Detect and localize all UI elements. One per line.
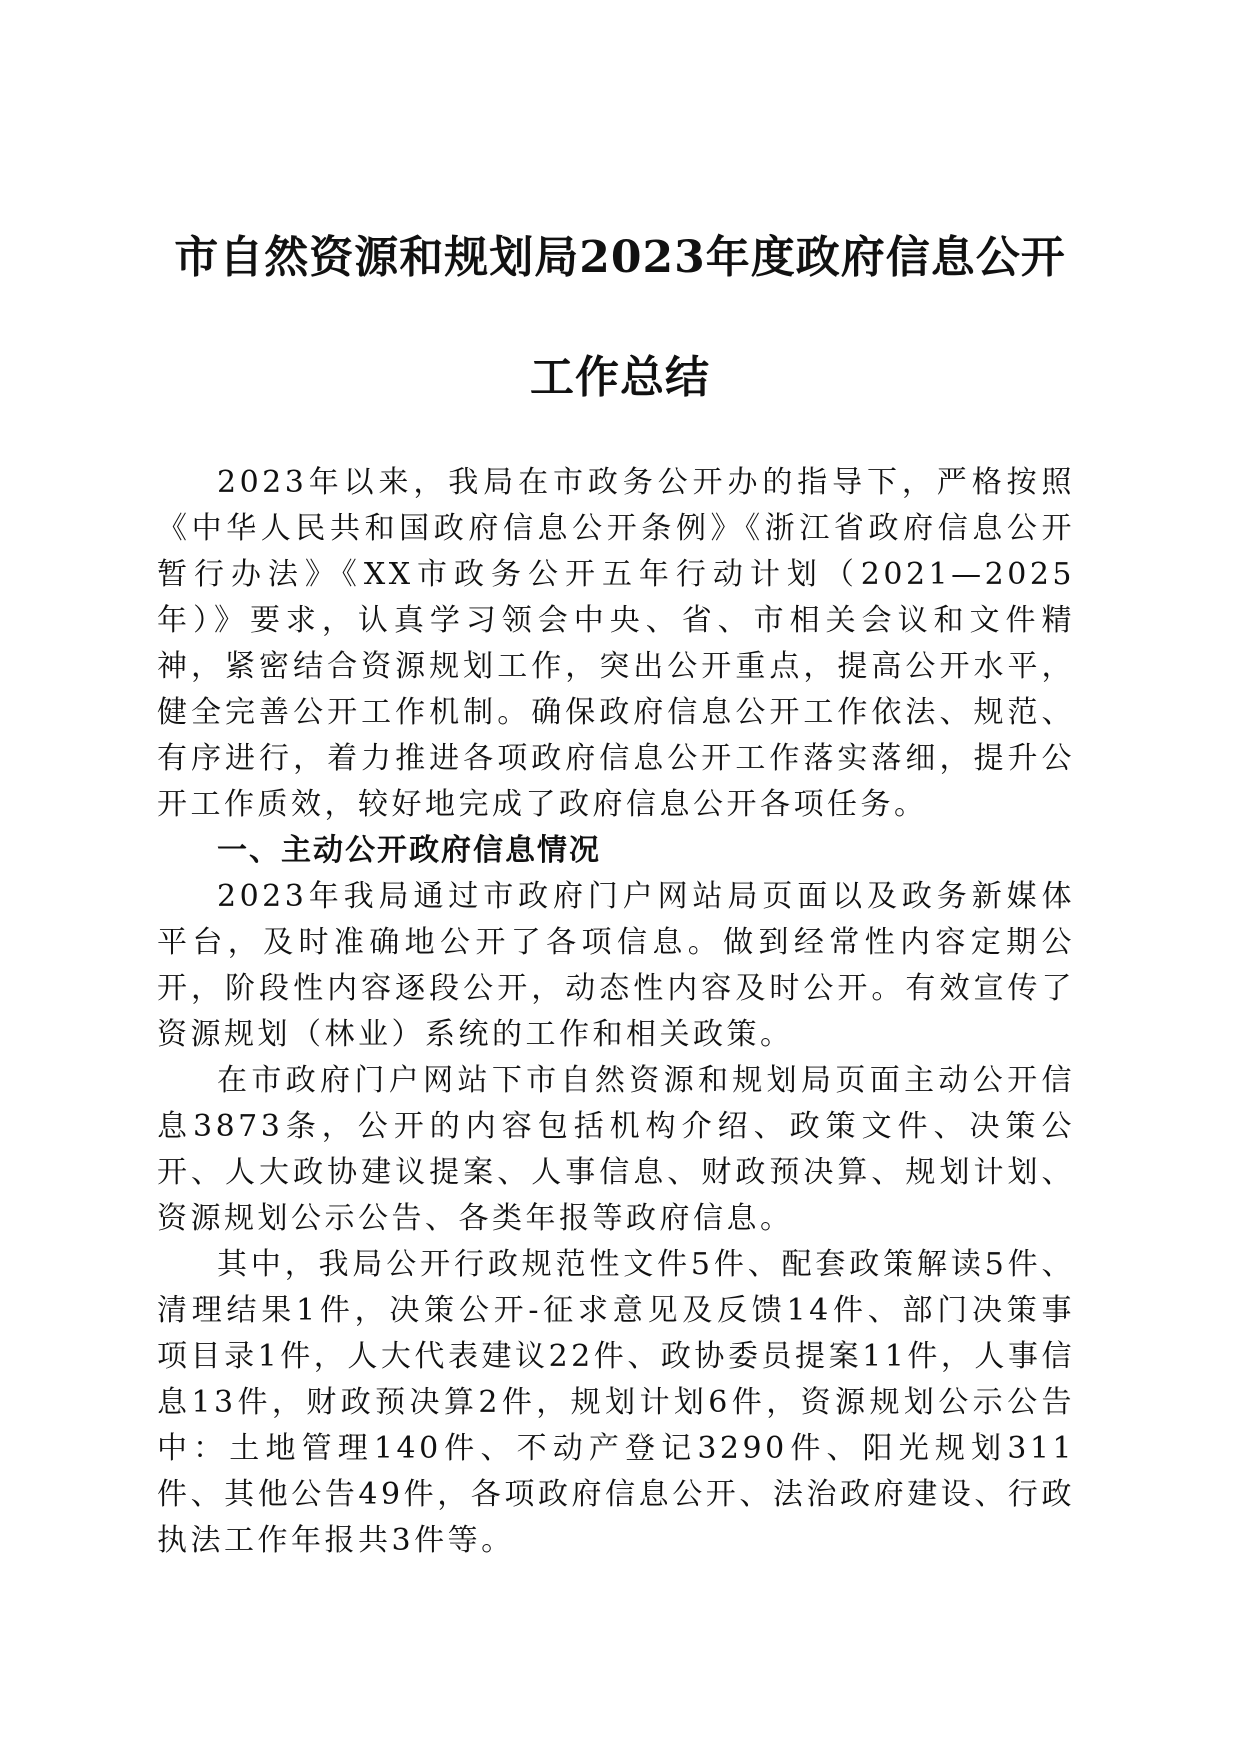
section1-paragraph-3: 其中，我局公开行政规范性文件5件、配套政策解读5件、清理结果1件，决策公开-征求意见及反馈14件、部门决策事项目录1件，人大代表建议22件、政协委员提案11件，人事信息13件，财政预决算2件，规划计划6件，资源规划公示公告中：土地管理140件、不动产登记3290件、阳光规划311件、其他公告49件，各项政府信息公开、法治政府建设、行政执法工作年报共3件等。 bbox=[157, 1247, 1075, 1558]
section1-paragraph-1: 2023年我局通过市政府门户网站局页面以及政务新媒体平台，及时准确地公开了各项信息。做到经常性内容定期公开，阶段性内容逐段公开，动态性内容及时公开。有效宣传了资源规划（林业）系统的工作和相关政策。 bbox=[157, 879, 1075, 1052]
intro-paragraph: 2023年以来，我局在市政务公开办的指导下，严格按照《中华人民共和国政府信息公开条例》《浙江省政府信息公开暂行办法》《XX市政务公开五年行动计划（2021—2025年）》要求，认真学习领会中央、省、市相关会议和文件精神，紧密结合资源规划工作，突出公开重点，提高公开水平，健全完善公开工作机制。确保政府信息公开工作依法、规范、有序进行，着力推进各项政府信息公开工作落实落细，提升公开工作质效，较好地完成了政府信息公开各项任务。 bbox=[157, 465, 1075, 822]
section1-paragraph-2: 在市政府门户网站下市自然资源和规划局页面主动公开信息3873条，公开的内容包括机构介绍、政策文件、决策公开、人大政协建议提案、人事信息、财政预决算、规划计划、资源规划公示公告、各类年报等政府信息。 bbox=[157, 1063, 1075, 1236]
document-body bbox=[157, 460, 1075, 1564]
section1-heading: 一、主动公开政府信息情况 bbox=[217, 833, 601, 868]
document-title-line2: 工作总结 bbox=[530, 352, 710, 403]
document-title-line1: 市自然资源和规划局2023年度政府信息公开 bbox=[174, 232, 1066, 283]
